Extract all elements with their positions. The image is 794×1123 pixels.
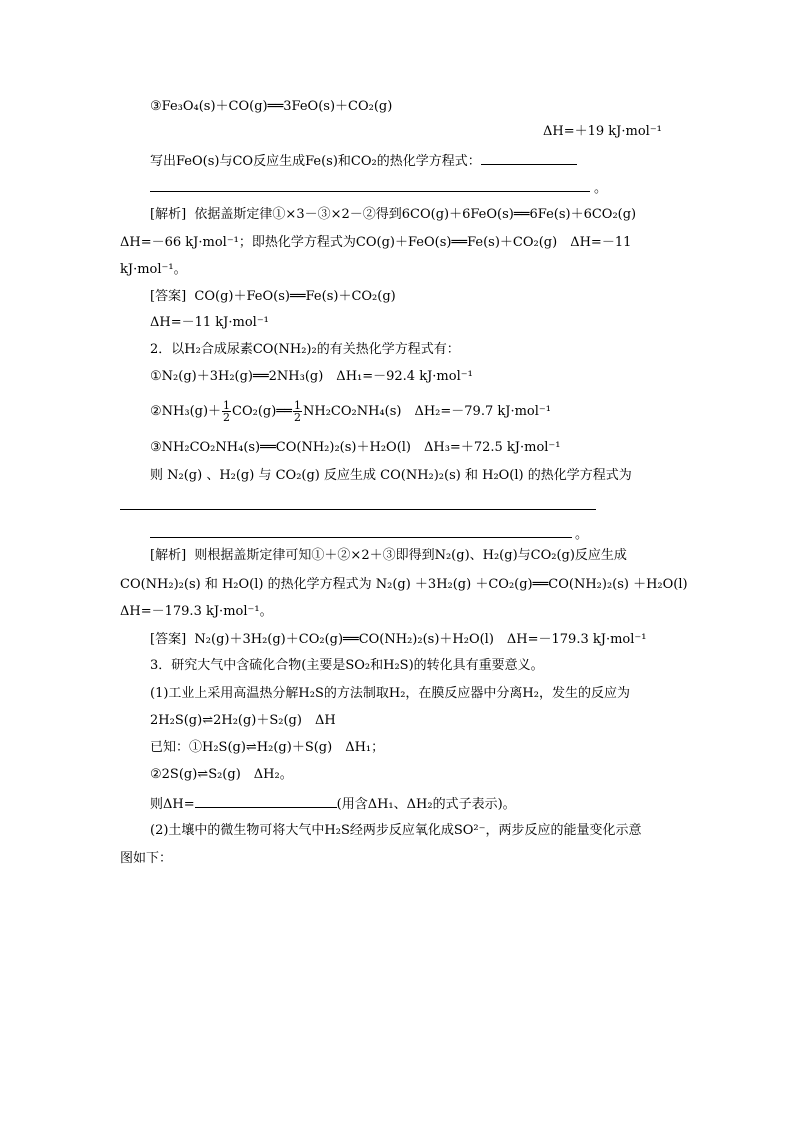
answer-text: CO(g)＋FeO(s)══Fe(s)＋CO₂(g) xyxy=(194,289,396,304)
equation-1: ①N₂(g)＋3H₂(g)══2NH₃(g) ΔH₁=－92.4 kJ·mol⁻¹ xyxy=(150,369,473,384)
analysis-text: 依据盖斯定律①×3－③×2－②得到6CO(g)＋6FeO(s)══6Fe(s)＋6CO₂(g) xyxy=(194,207,637,222)
equation-2 xyxy=(150,400,551,423)
question-3-part-1: (1)工业上采用高温热分解H₂S的方法制取H₂，在膜反应器中分离H₂，发生的反应为 xyxy=(150,686,630,701)
question-3-part-2-cont: 图如下： xyxy=(120,851,173,866)
answer-blank-3 xyxy=(195,795,337,808)
answer-line xyxy=(150,191,590,192)
answer-line-2a xyxy=(120,509,596,510)
answer-tag: [答案] xyxy=(150,289,187,304)
analysis-tag: [解析] xyxy=(150,207,187,222)
period-mark: 。 xyxy=(594,181,608,196)
analysis-block xyxy=(150,207,636,223)
blank-hint: (用含ΔH₁、ΔH₂的式子表示)。 xyxy=(336,797,516,812)
fraction-half-2: $\frac{1}{2}$ xyxy=(293,399,301,424)
question-2-prompt: 则 N₂(g) 、H₂(g) 与 CO₂(g) 反应生成 CO(NH₂)₂(s) 和 H₂O(l) 的热化学方程式为 xyxy=(150,468,632,483)
answer-enthalpy: ΔH=－11 kJ·mol⁻¹ xyxy=(150,315,269,330)
eq2-part-a: ②NH₃(g)＋ xyxy=(150,404,222,419)
analysis-tag-2: [解析] xyxy=(150,548,187,563)
question-text xyxy=(150,152,577,170)
analysis-line-2: ΔH=－66 kJ·mol⁻¹；即热化学方程式为CO(g)＋FeO(s)══Fe(s)＋CO₂(g) ΔH=－11 xyxy=(120,235,632,250)
question-2-title: 2．以H₂合成尿素CO(NH₂)₂的有关热化学方程式有： xyxy=(150,342,460,357)
answer-blank xyxy=(481,152,577,165)
fraction-half: $\frac{1}{2}$ xyxy=(223,399,231,424)
known-equation-1: 已知：①H₂S(g)⇌H₂(g)＋S(g) ΔH₁； xyxy=(150,740,385,755)
answer-line-2b xyxy=(150,537,572,538)
reaction-main: 2H₂S(g)⇌2H₂(g)＋S₂(g) ΔH xyxy=(150,713,336,728)
question-3-title: 3．研究大气中含硫化合物(主要是SO₂和H₂S)的转化具有重要意义。 xyxy=(150,658,544,673)
answer-block xyxy=(150,289,396,305)
enthalpy-value: ΔH=＋19 kJ·mol⁻¹ xyxy=(543,124,662,139)
eq2-part-c: NH₂CO₂NH₄(s) ΔH₂=－79.7 kJ·mol⁻¹ xyxy=(302,404,551,419)
analysis-block-2 xyxy=(150,548,627,564)
analysis-line-2-2: CO(NH₂)₂(s) 和 H₂O(l) 的热化学方程式为 N₂(g) ＋3H₂(g) ＋CO₂(g)══CO(NH₂)₂(s) ＋H₂O(l) xyxy=(120,577,688,592)
equation-3b: ③NH₂CO₂NH₄(s)══CO(NH₂)₂(s)＋H₂O(l) ΔH₃=＋72.5 kJ·mol⁻¹ xyxy=(150,440,561,455)
analysis-line-2-3: ΔH=－179.3 kJ·mol⁻¹。 xyxy=(120,604,273,619)
period-mark-2: 。 xyxy=(575,527,589,542)
delta-h-label: 则ΔH= xyxy=(150,797,195,812)
known-equation-2: ②2S(g)⇌S₂(g) ΔH₂。 xyxy=(150,767,293,782)
question-3-part-2: (2)土壤中的微生物可将大气中H₂S经两步反应氧化成SO²⁻，两步反应的能量变化示意 xyxy=(150,823,642,838)
eq2-part-b: CO₂(g)══ xyxy=(232,404,292,419)
answer-block-2 xyxy=(150,632,646,648)
answer-tag-2: [答案] xyxy=(150,632,187,647)
answer-text-2: N₂(g)＋3H₂(g)＋CO₂(g)══CO(NH₂)₂(s)＋H₂O(l) ΔH=－179.3 kJ·mol⁻¹ xyxy=(194,632,647,647)
equation-3: ③Fe₃O₄(s)＋CO(g)══3FeO(s)＋CO₂(g) xyxy=(150,99,393,114)
question-prompt: 写出FeO(s)与CO反应生成Fe(s)和CO₂的热化学方程式： xyxy=(150,154,481,169)
analysis-line-3: kJ·mol⁻¹。 xyxy=(120,262,187,277)
question-3-blank xyxy=(150,795,516,813)
analysis-text-2: 则根据盖斯定律可知①＋②×2＋③即得到N₂(g)、H₂(g)与CO₂(g)反应生成 xyxy=(194,548,627,563)
